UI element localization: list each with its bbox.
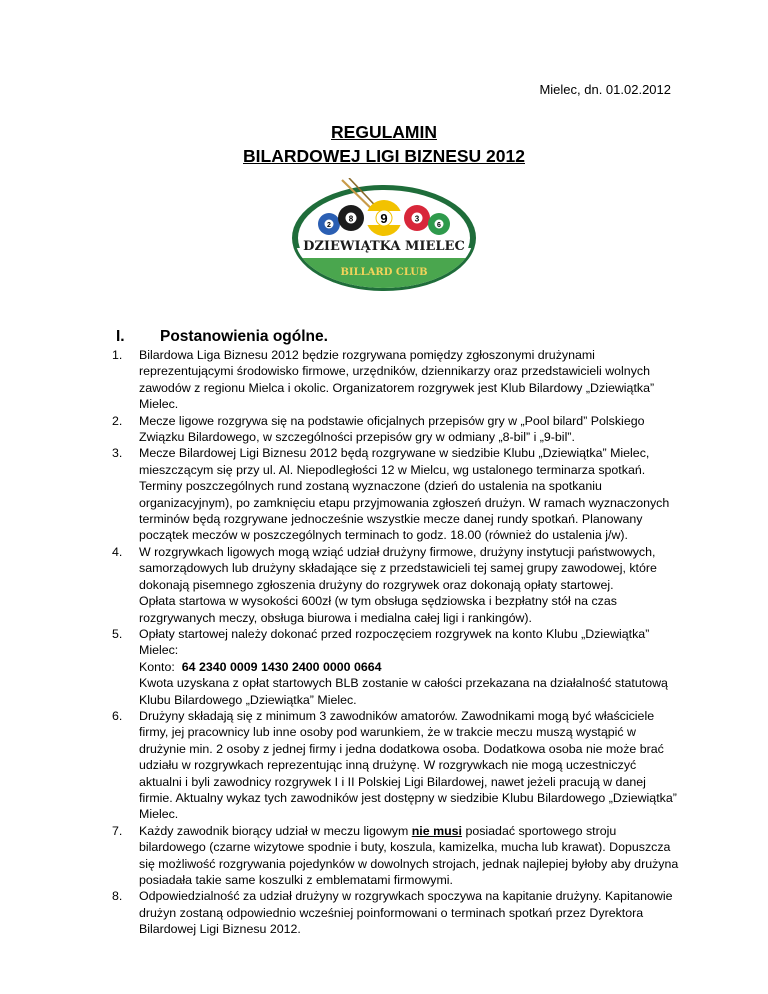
logo-club: BILLARD CLUB xyxy=(340,267,428,278)
list-item xyxy=(112,445,682,543)
list-item xyxy=(112,413,682,446)
ball-6-label: 6 xyxy=(437,222,441,229)
item-text: Opłaty startowej należy dokonać przed rozpoczęciem rozgrywek na konto Klubu „Dziewiątka” Mielec: xyxy=(139,626,650,658)
document-title xyxy=(0,120,768,168)
item-text: W rozgrywkach ligowych mogą wziąć udział drużyny firmowe, drużyny instytucji państwowych, samorządowych lub drużyny składające się z przedstawicieli tej samej grupy zawodowej, które dokonają pisemnego zgłoszenia drużyny do rozgrywek oraz dokonają opłaty startowej. xyxy=(139,544,657,592)
item-text-emphasis: nie musi xyxy=(411,823,462,838)
item-number: 7. xyxy=(112,823,123,838)
item-number: 3. xyxy=(112,446,123,461)
title-line-2: BILARDOWEJ LIGI BIZNESU 2012 xyxy=(243,146,525,166)
logo-name: DZIEWIĄTKA MIELEC xyxy=(303,239,465,254)
item-number: 4. xyxy=(112,544,123,559)
section-title: Postanowienia ogólne. xyxy=(160,328,328,345)
item-text-pre: Każdy zawodnik biorący udział w meczu ligowym xyxy=(139,823,409,838)
item-text: Mecze ligowe rozgrywa się na podstawie oficjalnych przepisów gry w „Pool bilard” Polskiego Związku Bilardowego, w szczególności przepisów gry w odmiany „8-bil” i „9-bil”. xyxy=(139,413,645,445)
item-text: Odpowiedzialność za udział drużyny w rozgrywkach spoczywa na kapitanie drużyny. Kapitanowie drużyn zostaną odpowiednio wcześniej poinformowani o terminach spotkań przez Dyrektora Bilardowej Ligi Biznesu 2012. xyxy=(139,889,673,937)
item-number: 2. xyxy=(112,413,123,428)
item-text: Mecze Bilardowej Ligi Biznesu 2012 będą rozgrywane w siedzibie Klubu „Dziewiątka” Mielec, mieszczącym się przy ul. Al. Niepodległości 12 w Mielcu, wg ustalonego terminarza spotkań. Terminy poszczególnych rund zostaną wyznaczone (dzień do ustalenia na spotkaniu organizacyjnym), po zamknięciu etapu przyjmowania zgłoszeń drużyn. W ramach wyznaczonych terminów będą rozgrywane jednocześnie wszystkie mecze danej rundy spotkań. Planowany początek meczów w poszczególnych terminach to godz. 18.00 (również do ustalenia j/w). xyxy=(139,446,670,543)
item-number: 1. xyxy=(112,348,123,362)
list-item xyxy=(112,708,682,823)
item-number: 5. xyxy=(112,626,123,641)
item-number: 6. xyxy=(112,708,123,723)
section-number: I. xyxy=(116,328,125,345)
item-text: Drużyny składają się z minimum 3 zawodników amatorów. Zawodnikami mogą być właściciele firmy, jej pracownicy lub inne osoby pod warunkiem, że w trakcie meczu muszą wystąpić w drużynie min. 2 osoby z jednej firmy i jedna dodatkowa osoba. Dodatkowa osoba nie może brać udziału w rozgrywkach reprezentując inną drużynę. W rozgrywkach nie mogą uczestniczyć aktualni i byli zawodnicy rozgrywek I i II Polskiej Ligi Bilardowej, nawet jeżeli pracują w danej firmie. Aktualny wykaz tych zawodników jest dostępny w siedzibie Klubu Bilardowego „Dziewiątka” Mielec. xyxy=(139,708,677,822)
item-text: Bilardowa Liga Biznesu 2012 będzie rozgrywana pomiędzy zgłoszonymi drużynami reprezentującymi środowisko firmowe, urzędników, dziennikarzy oraz przedstawicieli wolnych zawodów z regionu Mielca i okolic. Organizatorem rozgrywek jest Klub Bilardowy „Dziewiątka” Mielec. xyxy=(139,348,655,412)
bank-account-label: Konto: xyxy=(139,659,175,674)
title-line-1: REGULAMIN xyxy=(331,122,437,142)
item-extra-text: Kwota uzyskana z opłat startowych BLB zostanie w całości przekazana na działalność statutową Klubu Bilardowego „Dziewiątka” Mielec. xyxy=(139,676,668,707)
item-text-post: posiadać sportowego stroju bilardowego (czarne wizytowe spodnie i buty, koszula, kamizelka, mucha lub krawat). Dopuszcza się możliwość rozgrywania pojedynków w dowolnych strojach, jednak najlepiej byłoby aby drużyna posiadała takie same koszulki z emblematami firmowymi. xyxy=(139,823,679,887)
bank-account xyxy=(139,659,682,675)
list-item xyxy=(112,823,682,889)
ball-2-label: 2 xyxy=(327,222,331,229)
ball-9-label: 9 xyxy=(380,211,388,226)
ball-3-label: 3 xyxy=(414,214,420,224)
item-number: 8. xyxy=(112,889,123,904)
list-item xyxy=(112,544,682,626)
rules-list xyxy=(112,347,682,938)
document-date: Mielec, dn. 01.02.2012 xyxy=(539,82,671,97)
list-item xyxy=(112,626,682,708)
list-item xyxy=(112,888,682,937)
bank-account-number: 64 2340 0009 1430 2400 0000 0664 xyxy=(181,659,382,674)
club-logo-graphic xyxy=(287,178,481,292)
section-heading xyxy=(116,328,328,346)
list-item xyxy=(112,347,682,413)
item-extra-text: Opłata startowa w wysokości 600zł (w tym obsługa sędziowska i bezpłatny stół na czas rozgrywanych meczy, obsługa biurowa i medialna całej ligi i rankingów). xyxy=(139,594,617,625)
item-text xyxy=(139,823,682,889)
club-logo xyxy=(287,178,481,292)
ball-8-label: 8 xyxy=(348,214,354,224)
